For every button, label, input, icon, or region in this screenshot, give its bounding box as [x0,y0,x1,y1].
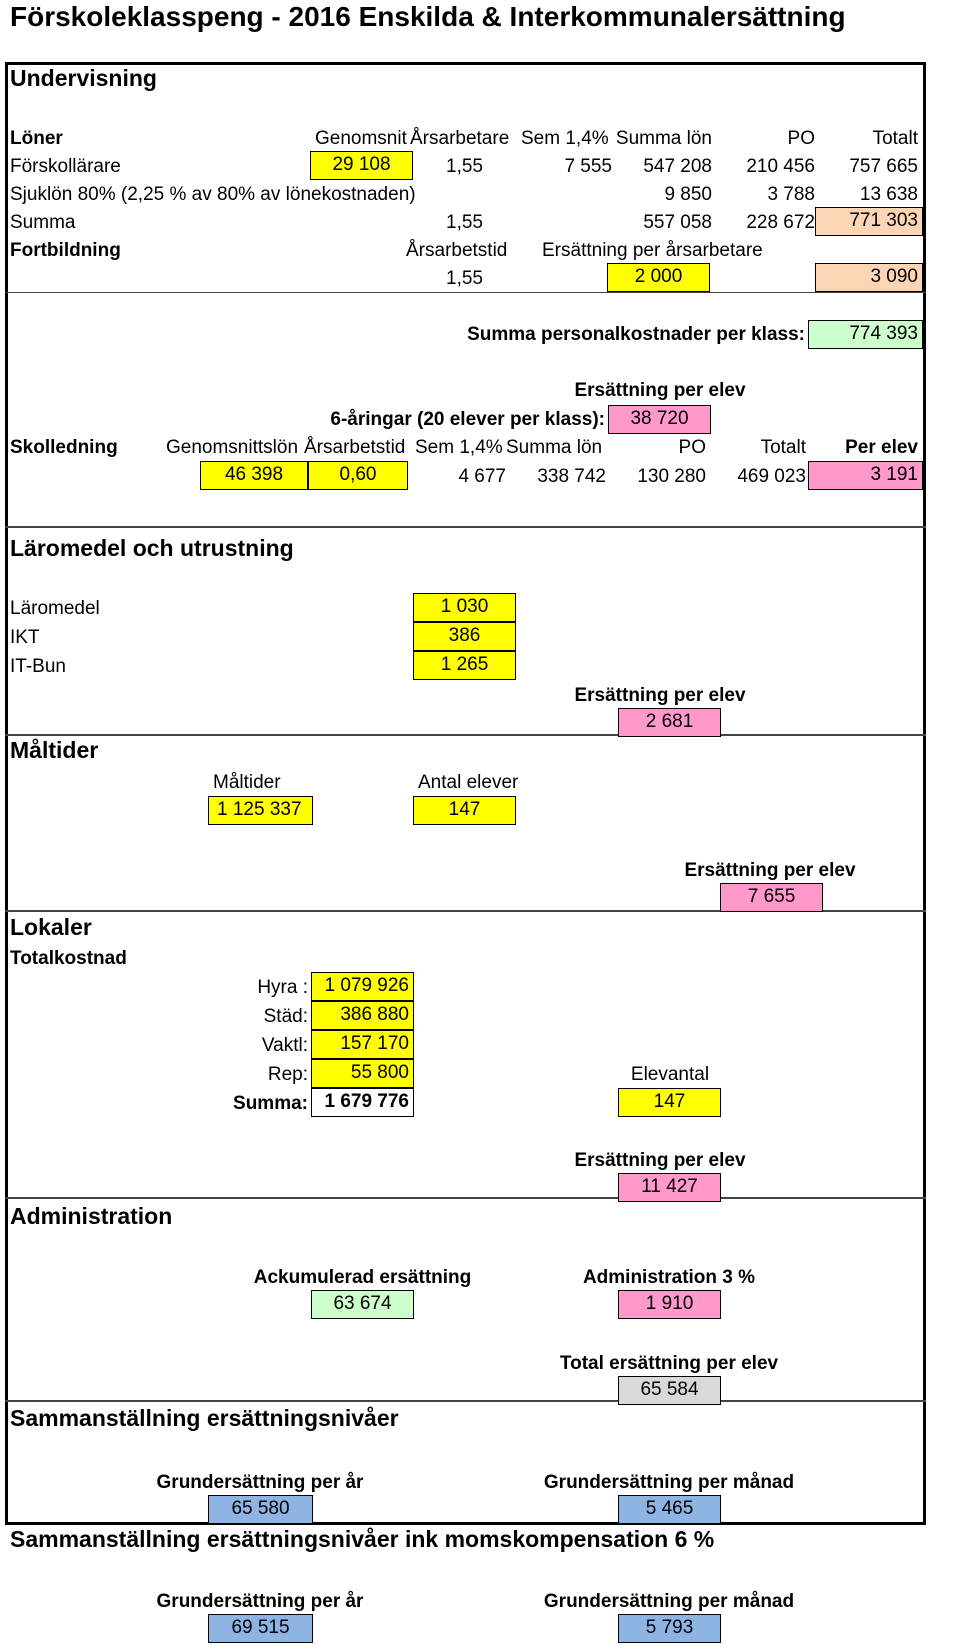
maltider-value-cell: 1 125 337 [208,796,313,825]
summa-label: Summa [10,212,76,233]
header-arsarbetare: Årsarbetare [410,128,510,149]
moms-per-ar-label: Grundersättning per år [156,1591,364,1612]
header-po: PO [787,128,815,149]
ackumulerad-cell: 63 674 [311,1290,414,1319]
sammanstallning-per-manad-label: Grundersättning per månad [543,1472,795,1493]
hyra-value-cell: 1 079 926 [311,972,414,1001]
forskollarare-label: Förskollärare [10,156,121,177]
sammanstallning-per-ar-cell: 65 580 [208,1495,313,1524]
administration-pct-cell: 1 910 [618,1290,721,1319]
skolledning-header-arsarbetstid: Årsarbetstid [304,437,406,458]
summa-arsarbetare: 1,55 [446,212,483,233]
sammanstallning-per-ar-label: Grundersättning per år [156,1472,364,1493]
separator-sammanstallning [5,1400,926,1402]
section-heading-administration: Administration [10,1203,173,1229]
section-heading-maltider: Måltider [10,737,99,763]
laromedel-ersattning-label: Ersättning per elev [574,685,746,706]
ikt-value-cell: 386 [413,622,516,651]
lokaler-ersattning-cell: 11 427 [618,1173,721,1202]
it-bun-value-cell: 1 265 [413,651,516,680]
ikt-item-label: IKT [10,627,40,648]
administration-pct-label: Administration 3 % [582,1267,756,1288]
maltider-header: Måltider [213,772,281,793]
vaktl-value-cell: 157 170 [311,1030,414,1059]
separator-administration [5,1197,926,1199]
forskollarare-sem: 7 555 [564,156,612,177]
fortbildning-label: Fortbildning [10,240,121,261]
elevantal-cell: 147 [618,1088,721,1117]
skolledning-header-totalt: Totalt [760,437,806,458]
header-totalt: Totalt [872,128,918,149]
section-heading-sammanstallning: Sammanställning ersättningsnivåer [10,1405,399,1431]
skolledning-header-genomsnittslon: Genomsnittslön [166,437,299,458]
forskollarare-arsarbetare: 1,55 [446,156,483,177]
skolledning-header-summa-lon: Summa lön [506,437,603,458]
skolledning-arsarbetstid-cell: 0,60 [308,461,408,490]
frame-divider-moms [5,1522,926,1525]
section-heading-lokaler: Lokaler [10,914,92,940]
header-sem: Sem 1,4% [521,128,609,149]
summa-lokaler-cell: 1 679 776 [311,1088,414,1117]
header-genomsnitt: Genomsnit [315,128,407,149]
skolledning-totalt: 469 023 [737,466,806,487]
forskollarare-totalt: 757 665 [849,156,918,177]
skolledning-per-elev-cell: 3 191 [808,461,923,490]
skolledning-label: Skolledning [10,437,118,458]
laromedel-value-cell: 1 030 [413,593,516,622]
antal-elever-header: Antal elever [418,772,519,793]
skolledning-header-po: PO [678,437,706,458]
sammanstallning-per-manad-cell: 5 465 [618,1495,721,1524]
ersattning-per-elev-label: Ersättning per elev [574,380,746,401]
summa-summa-lon: 557 058 [643,212,712,233]
section-heading-undervisning: Undervisning [10,65,157,91]
skolledning-genomsnittslon-cell: 46 398 [200,461,308,490]
antal-elever-cell: 147 [413,796,516,825]
frame-left [5,62,8,1522]
ersattning-per-arsarbetare-header: Ersättning per årsarbetare [542,240,763,261]
elevantal-label: Elevantal [630,1064,710,1085]
sjuklon-po: 3 788 [767,184,815,205]
forskollarare-summa-lon: 547 208 [643,156,712,177]
total-ersattning-label: Total ersättning per elev [559,1353,779,1374]
arsarbetstid-header: Årsarbetstid [406,240,508,261]
sexaringar-cell: 38 720 [608,405,711,434]
separator-fortbildning [5,292,926,293]
skolledning-po: 130 280 [637,466,706,487]
lokaler-ersattning-label: Ersättning per elev [574,1150,746,1171]
moms-per-manad-label: Grundersättning per månad [543,1591,795,1612]
hyra-label: Hyra : [257,977,308,998]
summa-totalt-cell: 771 303 [815,207,923,236]
summa-personal-cell: 774 393 [808,320,923,349]
vaktl-label: Vaktl: [261,1035,308,1056]
skolledning-header-per-elev: Per elev [845,437,918,458]
fortbildning-totalt-cell: 3 090 [815,263,923,292]
total-ersattning-cell: 65 584 [618,1376,721,1405]
separator-skolledning [5,526,926,528]
sjuklon-totalt: 13 638 [859,184,918,205]
skolledning-summa-lon: 338 742 [537,466,606,487]
loner-label: Löner [10,128,63,149]
sjuklon-label: Sjuklön 80% (2,25 % av 80% av lönekostnaden) [10,184,416,205]
ackumulerad-label: Ackumulerad ersättning [253,1267,472,1288]
summa-po: 228 672 [746,212,815,233]
fortbildning-ersattning-cell: 2 000 [607,263,710,292]
summa-lokaler-label: Summa: [233,1093,308,1114]
separator-maltider [5,734,926,736]
frame-right [923,62,926,1522]
totalkostnad-label: Totalkostnad [10,948,127,969]
maltider-ersattning-label: Ersättning per elev [684,860,856,881]
forskollarare-po: 210 456 [746,156,815,177]
moms-per-ar-cell: 69 515 [208,1614,313,1643]
rep-value-cell: 55 800 [311,1059,414,1088]
summa-personal-label: Summa personalkostnader per klass: [467,324,805,345]
sjuklon-summa-lon: 9 850 [664,184,712,205]
section-heading-laromedel: Läromedel och utrustning [10,535,294,561]
laromedel-item-label: Läromedel [10,598,100,619]
stad-value-cell: 386 880 [311,1001,414,1030]
section-heading-sammanstallning-moms: Sammanställning ersättningsnivåer ink momskompensation 6 % [10,1526,715,1552]
page-title: Förskoleklasspeng - 2016 Enskilda & Interkommunalersättning [10,1,846,32]
rep-label: Rep: [267,1064,308,1085]
skolledning-header-sem: Sem 1,4% [415,437,503,458]
moms-per-manad-cell: 5 793 [618,1614,721,1643]
stad-label: Städ: [263,1006,308,1027]
fortbildning-arsarbetstid: 1,55 [446,268,483,289]
maltider-ersattning-cell: 7 655 [720,883,823,912]
sexaringar-label: 6-åringar (20 elever per klass): [330,409,605,430]
it-bun-item-label: IT-Bun [10,656,66,677]
forskollarare-genomsnitt-cell: 29 108 [310,151,413,180]
skolledning-sem: 4 677 [458,466,506,487]
laromedel-ersattning-cell: 2 681 [618,708,721,737]
header-summa-lon: Summa lön [615,128,712,149]
